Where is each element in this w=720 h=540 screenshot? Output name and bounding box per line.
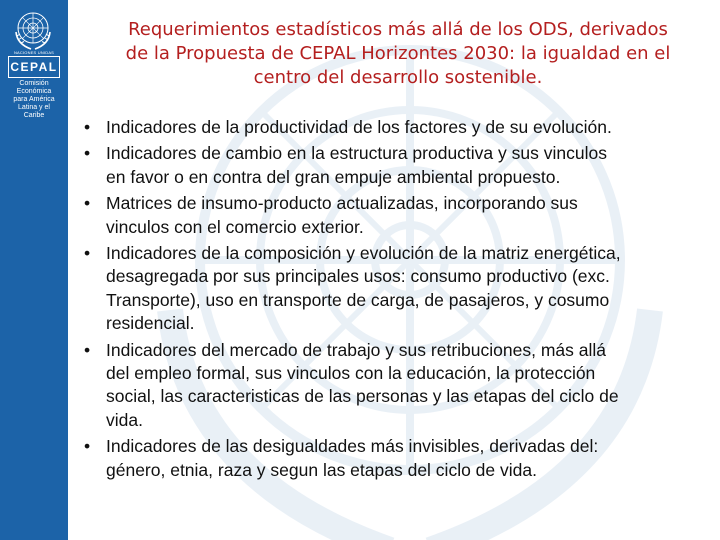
org-name-line: Comisión [19,80,49,87]
title-line: centro del desarrollo sostenible. [253,67,543,88]
un-emblem-icon [11,8,55,52]
slide-title [78,18,718,90]
bullet-item [82,192,714,239]
un-caption: NACIONES UNIDAS [13,50,55,55]
bullet-item [82,116,714,139]
bullet-marker: • [84,117,91,137]
bullet-text-line: vinculos con el comercio exterior. [106,216,364,237]
cepal-logo: CEPAL [8,56,60,78]
bullet-marker: • [84,243,91,264]
bullet-marker: • [84,143,91,164]
bullet-text-line: género, etnia, raza y segun las etapas del ciclo de vida. [106,459,537,480]
bullet-text-line: Indicadores de la productividad de los factores y de su evolución. [106,117,612,137]
sidebar [0,0,68,540]
organization-name [2,80,66,120]
bullet-item [82,435,714,482]
bullet-text-line: Indicadores de cambio en la estructura productiva y sus vinculos [106,143,607,164]
bullet-text-line: Indicadores de las desigualdades más invisibles, derivadas del: [106,436,599,457]
bullet-text-line: desagregada por sus principales usos: consumo productivo (exc. [106,266,610,287]
org-name-line: para América [13,96,55,103]
bullet-item [82,142,714,189]
bullet-item [82,339,714,433]
bullet-text-line: Matrices de insumo-producto actualizadas, incorporando sus [106,193,578,214]
org-name-line: Latina y el [18,104,50,111]
bullet-list [82,116,714,485]
bullet-marker: • [84,193,91,214]
title-line: Requerimientos estadísticos más allá de los ODS, derivados [128,19,668,40]
bullet-marker: • [84,339,91,360]
bullet-text-line: Indicadores de la composición y evolución de la matriz energética, [106,243,621,264]
bullet-text-line: Indicadores del mercado de trabajo y sus retribuciones, más allá [106,339,606,360]
bullet-text-line: social, las caracteristicas de las personas y las etapas del ciclo de [106,386,619,407]
org-name-line: Caribe [23,112,45,119]
bullet-marker: • [84,436,91,457]
bullet-text-line: vida. [106,409,143,430]
bullet-text-line: Transporte), uso en transporte de carga, de pasajeros, y cosumo [106,289,610,310]
org-name-line: Económica [16,88,52,95]
bullet-text-line: en favor o en contra del gran empuje ambiental propuesto. [106,166,561,187]
bullet-item [82,242,714,336]
title-line: de la Propuesta de CEPAL Horizontes 2030: la igualdad en el [125,43,671,64]
bullet-text-line: del empleo formal, sus vinculos con la educación, la protección [106,363,596,384]
bullet-text-line: residencial. [106,313,195,334]
